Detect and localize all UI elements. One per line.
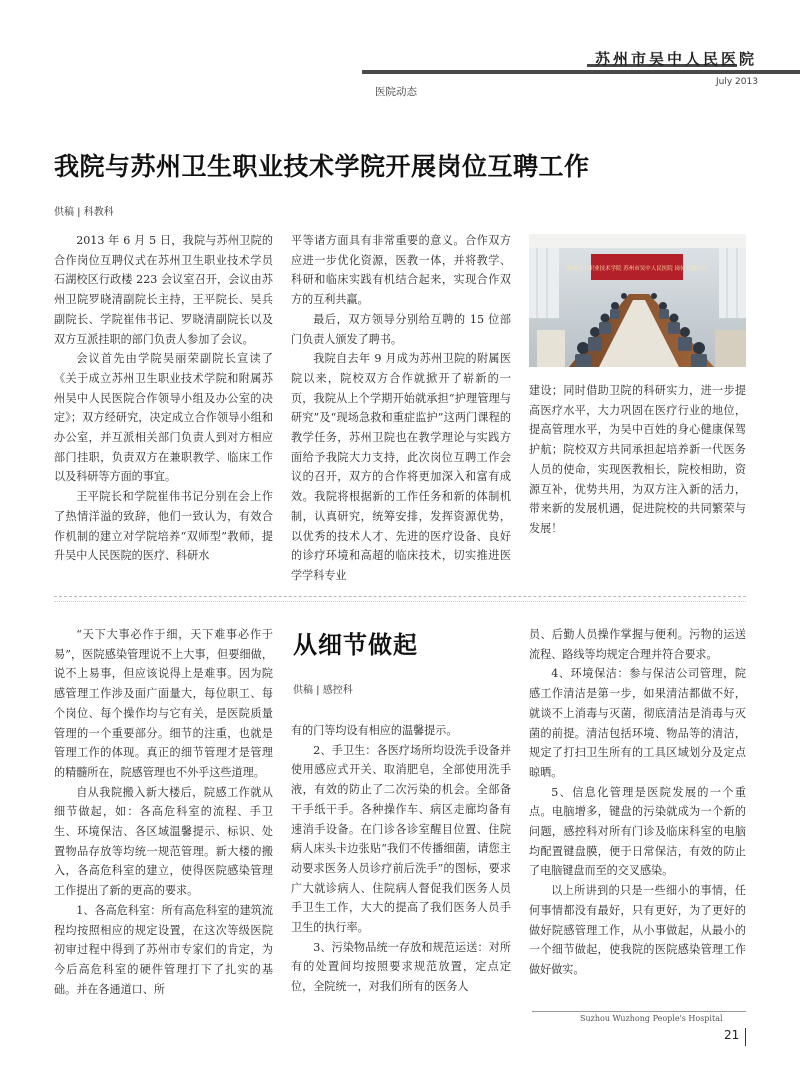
paragraph: 2013 年 6 月 5 日，我院与苏州卫院的合作岗位互聘仪式在苏州卫生职业技术学员石湖校区行政楼 223 会议室召开，会议由苏州卫院罗晓清副院长主持，王平院长、吴兵副院长、学院崔伟书记、罗晓清副院长以及双方互派挂职的部门负责人参加了会议。	[54, 234, 273, 346]
header-rule	[362, 70, 800, 74]
paragraph: 最后，双方领导分别给互聘的 15 位部门负责人颁发了聘书。	[291, 312, 511, 346]
paragraph: “天下大事必作于细，天下难事必作于易”，医院感染管理说不上大事，但要细做，说不上易事，但应该说得上是难事。因为院感管理工作涉及面广面量大，每位职工、每个岗位、每个操作均与它有关，是医院质量管理的一个重要部分。细节的注重，也就是管理工作的体现。真正的细节管理才是管理的精髓所在，院感管理也不外乎这些道理。	[54, 628, 273, 779]
photo-banner-text: 苏州卫生职业技术学院 苏州市吴中人民医院 岗位互聘仪式	[566, 266, 708, 272]
article2-column-2	[291, 721, 511, 997]
paragraph: 以上所讲到的只是一些细小的事情，任何事情都没有最好，只有更好，为了更好的做好院感管理工作，从小事做起，从最小的一个细节做起，使我院的医院感染管理工作做好做实。	[529, 884, 746, 976]
article1-column-3	[529, 381, 746, 539]
paragraph: 5、信息化管理是医院发展的一个重点。电脑增多，键盘的污染就成为一个新的问题，感控科对所有门诊及临床科室的电脑均配置键盘膜，便于日常保洁，有效的防止了电脑键盘而至的交叉感染。	[529, 785, 746, 878]
article1-column-1	[54, 231, 273, 566]
paragraph: 有的门等均设有相应的温馨提示。	[291, 724, 458, 737]
article1-byline: 供稿 | 科教科	[54, 207, 114, 218]
paragraph: 自从我院搬入新大楼后，院感工作就从细节做起，如：各高危科室的流程、手卫生、环境保洁、各区域温馨提示、标识、处置物品存放等均统一规范管理。新大楼的搬入，各高危科室的建立，使得医院感染管理工作提出了新的更高的要求。	[54, 785, 273, 898]
meeting-photo-image	[529, 234, 746, 367]
article1-column-2	[291, 231, 511, 586]
paragraph: 2、手卫生：各医疗场所均设洗手设备并使用感应式开关、取消肥皂，全部使用洗手液，有效的防止了二次污染的机会。全部备干手纸干手。各种操作车、病区走廊均备有速消手设备。在门诊各诊室醒目位置、住院病人床头卡边张贴“我们不传播细菌，请您主动要求医务人员诊疗前后洗手”的图标，要求广大就诊病人、住院病人督促我们医务人员手卫生工作，大大的提高了我们医务人员手卫生的执行率。	[291, 743, 511, 935]
page-number: 21	[724, 1028, 740, 1042]
hospital-name: 苏州市吴中人民医院	[595, 50, 758, 68]
article-divider-dotted	[54, 601, 746, 602]
article2-byline: 供稿 | 感控科	[293, 685, 353, 696]
paragraph: 4、环境保洁：参与保洁公司管理，院感工作清洁是第一步，如果清洁都做不好，就谈不上消毒与灭菌，彻底清洁是消毒与灭菌的前提。清洁包括环境、物品等的清洁，规定了打扫卫生所有的工具区域划分及定点晾晒。	[529, 667, 746, 779]
page-number-rule	[745, 1028, 746, 1046]
article2-column-3	[529, 625, 746, 980]
footer-rule	[532, 1011, 746, 1012]
section-label: 医院动态	[375, 86, 417, 98]
article-divider	[54, 596, 746, 597]
paragraph: 王平院长和学院崔伟书记分别在会上作了热情洋溢的致辞，他们一致认为，有效合作机制的建立对学院培养“双师型”教师，提升吴中人民医院的医疗、科研水	[54, 490, 273, 563]
meeting-photo	[529, 234, 746, 367]
footer-hospital-name: Suzhou Wuzhong People's Hospital	[580, 1014, 723, 1023]
issue-date: July 2013	[716, 77, 758, 87]
article2-title: 从细节做起	[293, 631, 418, 659]
paragraph: 会议首先由学院吴丽荣副院长宣读了《关于成立苏州卫生职业技术学院和附属苏州吴中人民医院合作领导小组及办公室的决定》；双方经研究，决定成立合作领导小组和办公室，并互派相关部门负责人到对方相应部门挂职，负责双方在兼职教学、临床工作以及科研等方面的事宜。	[54, 352, 273, 484]
paragraph: 我院自去年 9 月成为苏州卫院的附属医院以来，院校双方合作就掀开了崭新的一页，我院从上个学期开始就承担“护理管理与研究”及“现场急救和重症监护”这两门课程的教学任务，苏州卫院也在教学理论与实践方面给予我院大力支持，此次岗位互聘工作会议的召开，双方的合作将更加深入和富有成效。我院将根据新的工作任务和新的体制机制，认真研究，统筹安排，发挥资源优势，以优秀的技术人才、先进的医疗设备、良好的诊疗环境和高超的临床技术，切实推进医学学科专业	[291, 352, 511, 582]
article2-column-1	[54, 625, 273, 999]
article1-title: 我院与苏州卫生职业技术学院开展岗位互聘工作	[54, 152, 590, 181]
paragraph: 员、后勤人员操作掌握与便利。污物的运送流程、路线等均规定合理并符合要求。	[529, 628, 746, 661]
paragraph: 3、污染物品统一存放和规范运送：对所有的处置间均按照要求规范放置，定点定位，全院统一，对我们所有的医务人	[291, 940, 511, 994]
paragraph: 平等诸方面具有非常重要的意义。合作双方应进一步优化资源，医教一体，并将教学、科研和临床实践有机结合起来，实现合作双方的互利共赢。	[291, 234, 511, 307]
paragraph: 建设；同时借助卫院的科研实力，进一步提高医疗水平，大力巩固在医疗行业的地位，提高管理水平，为吴中百姓的身心健康保驾护航；院校双方共同承担起培养新一代医务人员的使命，实现医教相长，院校相助，资源互补，优势共用，为双方注入新的活力，带来新的发展机遇，促进院校的共同繁荣与发展！	[529, 384, 746, 535]
paragraph: 1、各高危科室：所有高危科室的建筑流程均按照相应的规定设置，在这次等级医院初审过程中得到了苏州市专家们的肯定，为今后高危科室的硬件管理打下了扎实的基础。并在各通道口、所	[54, 903, 273, 996]
